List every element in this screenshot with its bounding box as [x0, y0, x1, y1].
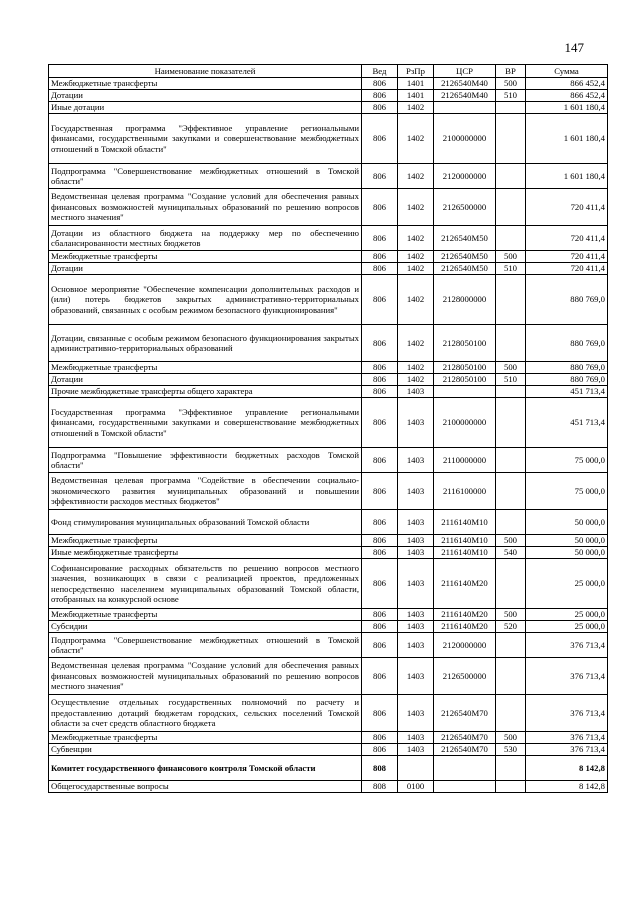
cell-csr: 2100000000	[434, 114, 496, 164]
cell-sum: 376 713,4	[526, 658, 608, 695]
cell-csr: 2126500000	[434, 658, 496, 695]
cell-csr: 2126540М50	[434, 263, 496, 275]
cell-rzpr: 1403	[398, 559, 434, 609]
table-body	[49, 78, 608, 793]
table-row	[49, 781, 608, 793]
cell-sum: 8 142,8	[526, 781, 608, 793]
cell-name: Ведомственная целевая программа "Создание условий для обеспечения равных финансовых возможностей муниципальных образований по решению вопросов местного значения"	[49, 658, 362, 695]
cell-ved: 806	[362, 374, 398, 386]
cell-ved: 806	[362, 448, 398, 473]
cell-name: Межбюджетные трансферты	[49, 535, 362, 547]
cell-name: Межбюджетные трансферты	[49, 362, 362, 374]
cell-csr	[434, 781, 496, 793]
cell-csr: 2126540М70	[434, 732, 496, 744]
cell-rzpr: 1403	[398, 547, 434, 559]
table-row	[49, 398, 608, 448]
cell-rzpr: 0100	[398, 781, 434, 793]
cell-sum: 1 601 180,4	[526, 114, 608, 164]
cell-vr: 500	[496, 362, 526, 374]
cell-sum: 880 769,0	[526, 374, 608, 386]
cell-vr	[496, 386, 526, 398]
cell-rzpr: 1403	[398, 609, 434, 621]
cell-sum: 25 000,0	[526, 559, 608, 609]
cell-csr: 2128050100	[434, 362, 496, 374]
cell-csr	[434, 756, 496, 781]
cell-vr	[496, 275, 526, 325]
cell-sum: 25 000,0	[526, 609, 608, 621]
cell-name: Межбюджетные трансферты	[49, 609, 362, 621]
cell-rzpr: 1403	[398, 732, 434, 744]
cell-ved: 806	[362, 559, 398, 609]
cell-csr: 2116140М10	[434, 547, 496, 559]
cell-vr	[496, 633, 526, 658]
table-row	[49, 362, 608, 374]
cell-sum: 376 713,4	[526, 732, 608, 744]
cell-sum: 880 769,0	[526, 362, 608, 374]
table-row	[49, 609, 608, 621]
table-row	[49, 263, 608, 275]
cell-name: Ведомственная целевая программа "Создание условий для обеспечения равных финансовых возможностей муниципальных образований по решению вопросов местного значения"	[49, 189, 362, 226]
table-row	[49, 251, 608, 263]
cell-sum: 451 713,4	[526, 386, 608, 398]
budget-table	[48, 64, 608, 793]
cell-csr: 2110000000	[434, 448, 496, 473]
cell-sum: 50 000,0	[526, 547, 608, 559]
cell-csr: 2126540М70	[434, 744, 496, 756]
table-row	[49, 633, 608, 658]
cell-csr: 2128050100	[434, 374, 496, 386]
table-row	[49, 189, 608, 226]
table-row	[49, 744, 608, 756]
cell-name: Иные межбюджетные трансферты	[49, 547, 362, 559]
cell-ved: 806	[362, 398, 398, 448]
cell-sum: 8 142,8	[526, 756, 608, 781]
cell-rzpr: 1402	[398, 164, 434, 189]
cell-ved: 806	[362, 695, 398, 732]
cell-vr	[496, 325, 526, 362]
cell-vr	[496, 473, 526, 510]
cell-sum: 1 601 180,4	[526, 102, 608, 114]
cell-csr	[434, 386, 496, 398]
cell-csr: 2126540М50	[434, 251, 496, 263]
cell-ved: 806	[362, 226, 398, 251]
cell-rzpr: 1402	[398, 226, 434, 251]
cell-sum: 1 601 180,4	[526, 164, 608, 189]
cell-ved: 806	[362, 732, 398, 744]
cell-csr: 2116140М20	[434, 559, 496, 609]
cell-csr: 2100000000	[434, 398, 496, 448]
cell-sum: 451 713,4	[526, 398, 608, 448]
cell-rzpr	[398, 756, 434, 781]
cell-csr: 2126500000	[434, 189, 496, 226]
cell-ved: 806	[362, 609, 398, 621]
cell-name: Осуществление отдельных государственных полномочий по расчету и предоставлению дотаций бюджетам городских, сельских поселений Томской области за счет средств областного бюджета	[49, 695, 362, 732]
cell-ved: 806	[362, 102, 398, 114]
cell-csr: 2116140М10	[434, 535, 496, 547]
cell-sum: 376 713,4	[526, 744, 608, 756]
cell-vr: 520	[496, 621, 526, 633]
table-row	[49, 473, 608, 510]
cell-name: Фонд стимулирования муниципальных образований Томской области	[49, 510, 362, 535]
cell-ved: 806	[362, 325, 398, 362]
cell-vr: 500	[496, 535, 526, 547]
cell-rzpr: 1403	[398, 473, 434, 510]
cell-ved: 806	[362, 164, 398, 189]
cell-csr	[434, 102, 496, 114]
cell-sum: 25 000,0	[526, 621, 608, 633]
cell-csr: 2128050100	[434, 325, 496, 362]
cell-rzpr: 1402	[398, 263, 434, 275]
cell-csr: 2126540М40	[434, 90, 496, 102]
page-number: 147	[564, 40, 584, 55]
cell-vr	[496, 448, 526, 473]
table-row	[49, 386, 608, 398]
cell-name: Прочие межбюджетные трансферты общего характера	[49, 386, 362, 398]
cell-name: Дотации, связанные с особым режимом безопасного функционирования закрытых административно-территориальных образований	[49, 325, 362, 362]
cell-ved: 806	[362, 473, 398, 510]
cell-name: Иные дотации	[49, 102, 362, 114]
cell-vr: 510	[496, 90, 526, 102]
header-rzpr: РзПр	[398, 65, 434, 78]
cell-rzpr: 1403	[398, 398, 434, 448]
cell-sum: 720 411,4	[526, 251, 608, 263]
table-row	[49, 547, 608, 559]
cell-vr: 500	[496, 78, 526, 90]
cell-csr: 2128000000	[434, 275, 496, 325]
table-row	[49, 756, 608, 781]
cell-ved: 806	[362, 114, 398, 164]
cell-vr	[496, 189, 526, 226]
cell-vr	[496, 398, 526, 448]
cell-csr: 2116140М10	[434, 510, 496, 535]
cell-sum: 50 000,0	[526, 510, 608, 535]
cell-rzpr: 1402	[398, 362, 434, 374]
cell-sum: 75 000,0	[526, 448, 608, 473]
cell-vr	[496, 510, 526, 535]
table-row	[49, 325, 608, 362]
cell-name: Дотации из областного бюджета на поддержку мер по обеспечению сбалансированности местных бюджетов	[49, 226, 362, 251]
cell-ved: 806	[362, 275, 398, 325]
cell-rzpr: 1402	[398, 114, 434, 164]
cell-vr	[496, 781, 526, 793]
cell-sum: 720 411,4	[526, 189, 608, 226]
cell-ved: 806	[362, 535, 398, 547]
header-name: Наименование показателей	[49, 65, 362, 78]
cell-name: Государственная программа "Эффективное управление региональными финансами, государственными закупками и совершенствование межбюджетных отношений в Томской области"	[49, 398, 362, 448]
cell-csr: 2126540М40	[434, 78, 496, 90]
cell-sum: 866 452,4	[526, 78, 608, 90]
cell-rzpr: 1402	[398, 251, 434, 263]
cell-ved: 806	[362, 510, 398, 535]
cell-sum: 720 411,4	[526, 263, 608, 275]
cell-name: Дотации	[49, 374, 362, 386]
cell-vr	[496, 114, 526, 164]
table-row	[49, 448, 608, 473]
cell-name: Подпрограмма "Совершенствование межбюджетных отношений в Томской области"	[49, 164, 362, 189]
cell-vr: 510	[496, 374, 526, 386]
table-row	[49, 275, 608, 325]
cell-name: Субвенции	[49, 744, 362, 756]
cell-vr	[496, 658, 526, 695]
cell-ved: 806	[362, 251, 398, 263]
cell-ved: 806	[362, 547, 398, 559]
cell-ved: 806	[362, 386, 398, 398]
header-vr: ВР	[496, 65, 526, 78]
cell-rzpr: 1403	[398, 448, 434, 473]
header-sum: Сумма	[526, 65, 608, 78]
table-row	[49, 732, 608, 744]
cell-name: Межбюджетные трансферты	[49, 732, 362, 744]
cell-name: Общегосударственные вопросы	[49, 781, 362, 793]
cell-name: Дотации	[49, 90, 362, 102]
table-row	[49, 695, 608, 732]
cell-vr: 500	[496, 732, 526, 744]
cell-rzpr: 1402	[398, 325, 434, 362]
cell-sum: 376 713,4	[526, 633, 608, 658]
cell-sum: 50 000,0	[526, 535, 608, 547]
cell-name: Субсидии	[49, 621, 362, 633]
cell-ved: 806	[362, 78, 398, 90]
cell-name: Комитет государственного финансового контроля Томской области	[49, 756, 362, 781]
cell-rzpr: 1403	[398, 658, 434, 695]
table-row	[49, 374, 608, 386]
cell-ved: 806	[362, 658, 398, 695]
cell-vr: 530	[496, 744, 526, 756]
cell-rzpr: 1403	[398, 633, 434, 658]
cell-rzpr: 1401	[398, 78, 434, 90]
cell-vr	[496, 102, 526, 114]
cell-vr	[496, 559, 526, 609]
table-row	[49, 78, 608, 90]
cell-rzpr: 1403	[398, 695, 434, 732]
table-row	[49, 90, 608, 102]
header-csr: ЦСР	[434, 65, 496, 78]
table-row	[49, 102, 608, 114]
table-header-row	[49, 65, 608, 78]
cell-vr: 540	[496, 547, 526, 559]
cell-ved: 806	[362, 362, 398, 374]
cell-sum: 75 000,0	[526, 473, 608, 510]
cell-rzpr: 1403	[398, 744, 434, 756]
cell-csr: 2120000000	[434, 164, 496, 189]
table-row	[49, 164, 608, 189]
cell-ved: 808	[362, 781, 398, 793]
cell-ved: 806	[362, 633, 398, 658]
cell-rzpr: 1402	[398, 189, 434, 226]
table-row	[49, 535, 608, 547]
table-row	[49, 510, 608, 535]
table-row	[49, 621, 608, 633]
cell-rzpr: 1402	[398, 374, 434, 386]
cell-ved: 806	[362, 744, 398, 756]
cell-name: Подпрограмма "Совершенствование межбюджетных отношений в Томской области"	[49, 633, 362, 658]
cell-csr: 2116100000	[434, 473, 496, 510]
header-ved: Вед	[362, 65, 398, 78]
cell-ved: 806	[362, 189, 398, 226]
cell-vr: 500	[496, 609, 526, 621]
cell-ved: 806	[362, 90, 398, 102]
cell-sum: 376 713,4	[526, 695, 608, 732]
cell-rzpr: 1403	[398, 621, 434, 633]
cell-rzpr: 1402	[398, 275, 434, 325]
cell-csr: 2116140М20	[434, 621, 496, 633]
table-row	[49, 226, 608, 251]
cell-sum: 880 769,0	[526, 275, 608, 325]
cell-ved: 806	[362, 263, 398, 275]
cell-name: Государственная программа "Эффективное управление региональными финансами, государственными закупками и совершенствование межбюджетных отношений в Томской области"	[49, 114, 362, 164]
cell-vr: 500	[496, 251, 526, 263]
cell-vr	[496, 226, 526, 251]
cell-csr: 2116140М20	[434, 609, 496, 621]
cell-name: Софинансирование расходных обязательств по решению вопросов местного значения, возникающих в связи с реализацией проектов, предложенных непосредственно населением муниципальных образований Томской области, отобранных на конкурсной основе	[49, 559, 362, 609]
cell-name: Межбюджетные трансферты	[49, 78, 362, 90]
table-row	[49, 658, 608, 695]
cell-name: Межбюджетные трансферты	[49, 251, 362, 263]
cell-ved: 808	[362, 756, 398, 781]
cell-csr: 2120000000	[434, 633, 496, 658]
cell-sum: 720 411,4	[526, 226, 608, 251]
cell-name: Подпрограмма "Повышение эффективности бюджетных расходов Томской области"	[49, 448, 362, 473]
cell-vr: 510	[496, 263, 526, 275]
cell-csr: 2126540М50	[434, 226, 496, 251]
cell-rzpr: 1403	[398, 510, 434, 535]
cell-name: Дотации	[49, 263, 362, 275]
cell-name: Основное мероприятие "Обеспечение компенсации дополнительных расходов и (или) потерь бюджетов закрытых административно-территориальных образований, связанных с особым режимом безопасного функционирования"	[49, 275, 362, 325]
table-row	[49, 114, 608, 164]
table-row	[49, 559, 608, 609]
cell-vr	[496, 756, 526, 781]
cell-vr	[496, 695, 526, 732]
cell-rzpr: 1403	[398, 535, 434, 547]
cell-csr: 2126540М70	[434, 695, 496, 732]
cell-ved: 806	[362, 621, 398, 633]
cell-rzpr: 1403	[398, 386, 434, 398]
cell-rzpr: 1402	[398, 102, 434, 114]
cell-sum: 880 769,0	[526, 325, 608, 362]
cell-sum: 866 452,4	[526, 90, 608, 102]
cell-name: Ведомственная целевая программа "Содействие в обеспечении социально-экономического развития муниципальных образований и повышении эффективности расходов местных бюджетов"	[49, 473, 362, 510]
cell-rzpr: 1401	[398, 90, 434, 102]
cell-vr	[496, 164, 526, 189]
